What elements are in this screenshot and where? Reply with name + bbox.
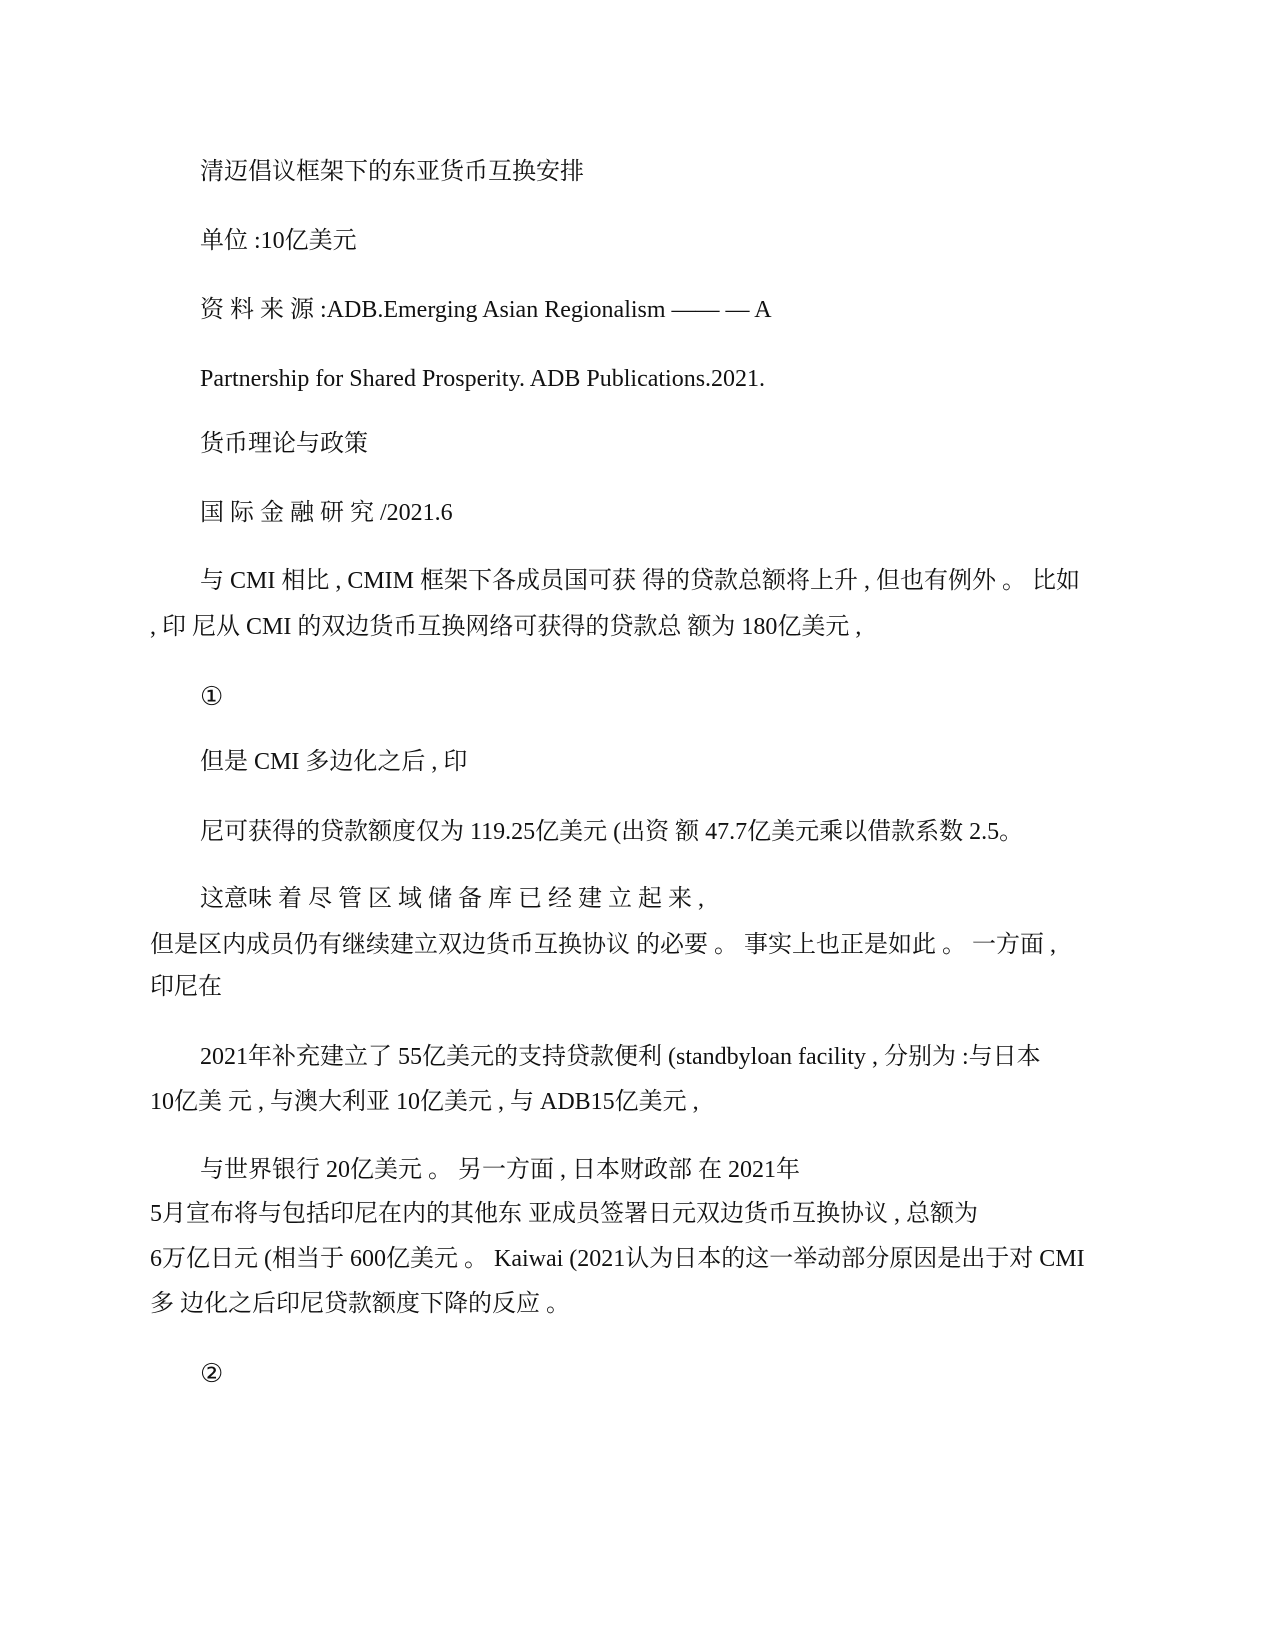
paragraph-1-line-2: , 印 尼从 CMI 的双边货币互换网络可获得的贷款总 额为 180亿美元 , [150, 614, 862, 640]
paragraph-6-line-3: 6万亿日元 (相当于 600亿美元 。 Kaiwai (2021认为日本的这一举动部分原因是出于对 CMI [150, 1246, 1085, 1272]
paragraph-1-line-1: 与 CMI 相比 , CMIM 框架下各成员国可获 得的贷款总额将上升 , 但也有例外 。 比如 [200, 568, 1081, 594]
paragraph-4-line-3: 印尼在 [150, 974, 222, 1000]
table-caption: 清迈倡议框架下的东亚货币互换安排 [200, 159, 584, 185]
footnote-marker-2: ② [200, 1359, 224, 1389]
section-label: 货币理论与政策 [200, 431, 368, 457]
paragraph-6-line-4: 多 边化之后印尼贷款额度下降的反应 。 [150, 1291, 570, 1317]
unit-label: 单位 :10亿美元 [200, 228, 357, 254]
paragraph-4-line-1: 这意味 着 尽 管 区 域 储 备 库 已 经 建 立 起 来 , [200, 886, 704, 912]
source-line-1: 资 料 来 源 :ADB.Emerging Asian Regionalism —— — A [200, 297, 772, 323]
paragraph-3: 尼可获得的贷款额度仅为 119.25亿美元 (出资 额 47.7亿美元乘以借款系数 2.5。 [200, 819, 1024, 845]
paragraph-2: 但是 CMI 多边化之后 , 印 [200, 749, 468, 775]
paragraph-5-line-1: 2021年补充建立了 55亿美元的支持贷款便利 (standbyloan facility , 分别为 :与日本 [200, 1044, 1041, 1070]
paragraph-5-line-2: 10亿美 元 , 与澳大利亚 10亿美元 , 与 ADB15亿美元 , [150, 1089, 699, 1115]
paragraph-6-line-2: 5月宣布将与包括印尼在内的其他东 亚成员签署日元双边货币互换协议 , 总额为 [150, 1201, 978, 1227]
journal-label: 国 际 金 融 研 究 /2021.6 [200, 500, 453, 526]
footnote-marker-1: ① [200, 682, 224, 712]
paragraph-4-line-2: 但是区内成员仍有继续建立双边货币互换协议 的必要 。 事实上也正是如此 。 一方面 , [150, 932, 1056, 958]
paragraph-6-line-1: 与世界银行 20亿美元 。 另一方面 , 日本财政部 在 2021年 [200, 1157, 800, 1183]
source-line-2: Partnership for Shared Prosperity. ADB Publications.2021. [200, 366, 766, 392]
